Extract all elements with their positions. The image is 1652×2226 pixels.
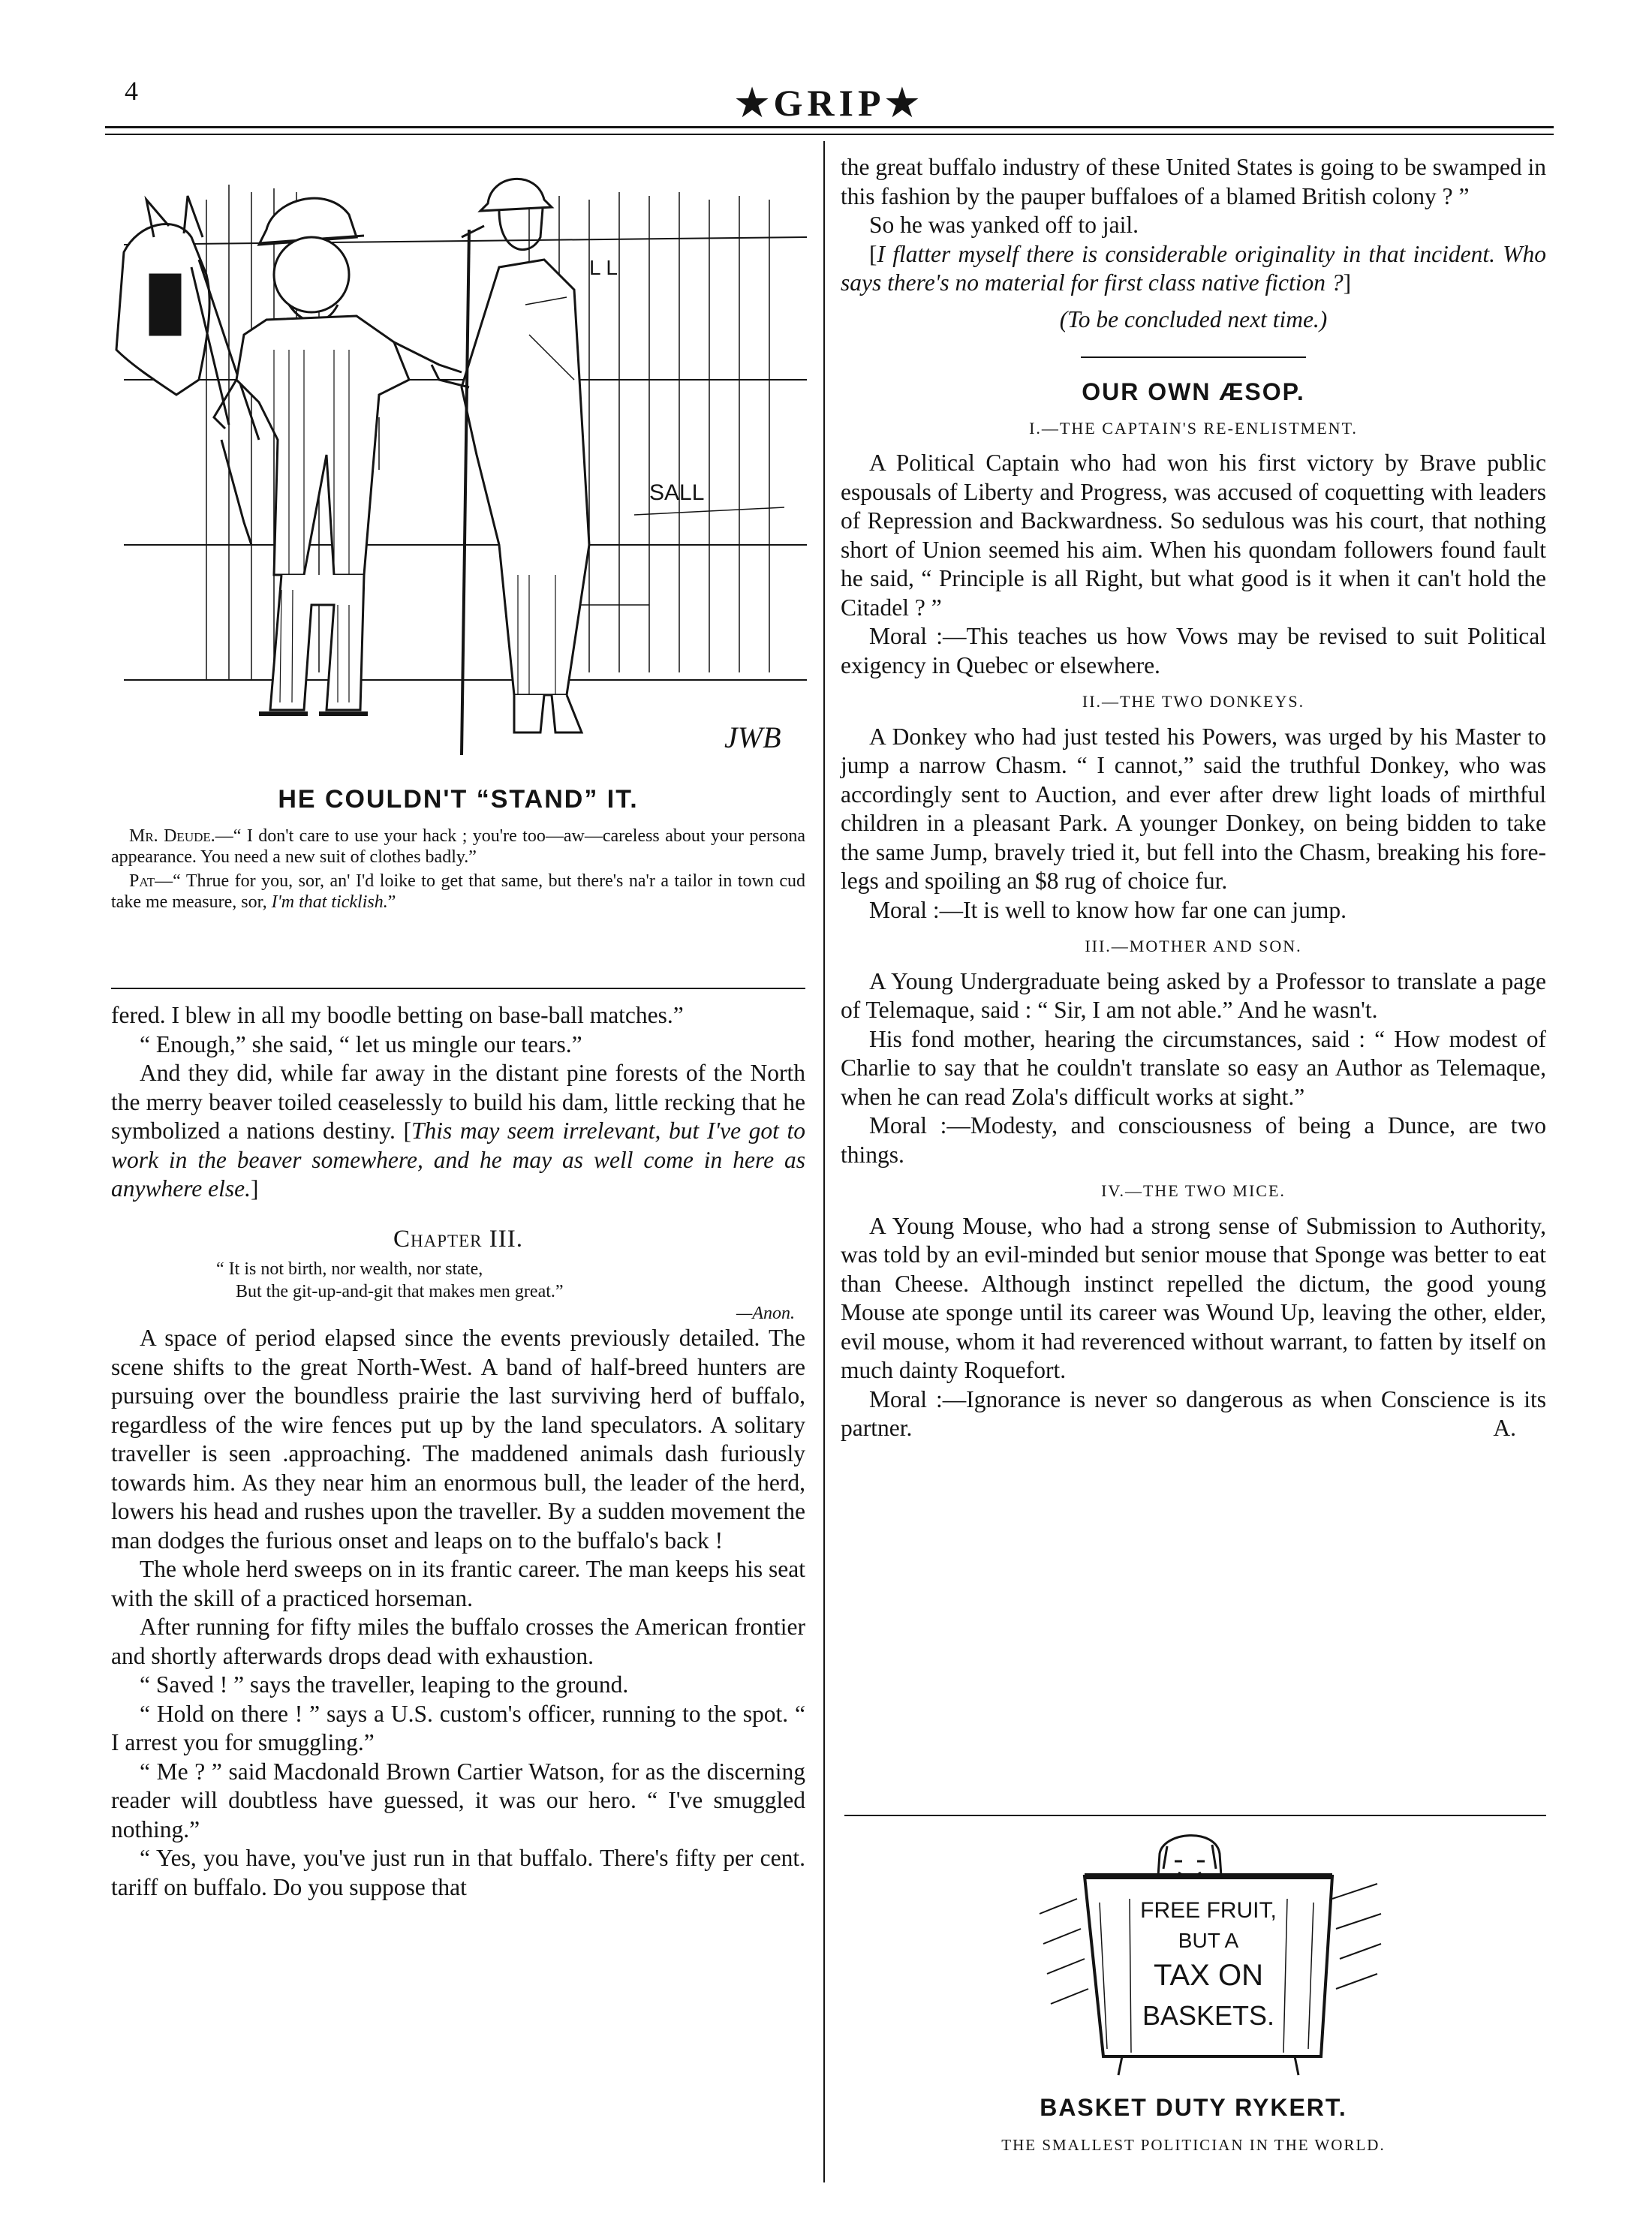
- fable-moral: Moral :—This teaches us how Vows may be revised to suit Political exigency in Quebec or elsewhere.: [841, 623, 1546, 678]
- caption-line-1: [111, 826, 805, 868]
- cartoon2-title: BASKET DUTY RYKERT.: [1040, 2094, 1347, 2121]
- verse-line: “ It is not birth, nor wealth, nor state,: [216, 1259, 483, 1279]
- caption-rule: [111, 988, 805, 989]
- gentleman-figure: [432, 179, 589, 755]
- header-rule: [105, 126, 1554, 128]
- right-column: [841, 153, 1546, 1443]
- fable-moral: Moral :—Modesty, and consciousness of being a Dunce, are two things.: [841, 1112, 1546, 1168]
- speaker-name: Mr. Deude.: [129, 826, 215, 846]
- fable-moral: Moral :—It is well to know how far one can jump.: [869, 896, 1347, 923]
- epigraph-attribution: —Anon.: [736, 1304, 795, 1323]
- epigraph-verse: [216, 1258, 805, 1303]
- left-column-story: [111, 1001, 805, 1902]
- header-rule-thin: [105, 134, 1554, 135]
- column-divider: [823, 141, 825, 2182]
- fence-sign-text-1: L L: [589, 256, 618, 279]
- cartoon1-title: HE COULDN'T “STAND” IT.: [278, 785, 639, 814]
- basket-text-line: FREE FRUIT,: [1140, 1898, 1277, 1923]
- fable-moral: Moral :—Ignorance is never so dangerous as when Conscience is its partner. A.: [841, 1385, 1546, 1443]
- story-paragraph: A space of period elapsed since the events previously detailed. The scene shifts to the great North-West. A band of half-breed hunters are pursuing over the boundless prairie the last surviving herd of buffalo, regardless of the wire fences put up by the land speculators. A solitary traveller is seen .approaching. The maddened animals dash furiously towards him. As they near him an enormous bull, the leader of the herd, lowers his head and rushes upon the traveller. By a sudden movement the man dodges the furious onset and leaps on to the buffalo's back !: [111, 1325, 805, 1554]
- fable-paragraph: A Donkey who had just tested his Powers, was urged by his Master to jump a narrow Chasm. “ I cannot,” said the truthful Donkey, who was accordingly sent to Auction, and ever after drew light loads of mirthful children in a pleasant Park. A younger Donkey, on being bidden to take the same Jump, bravely tried it, but fell into the Chasm, breaking his fore-legs and spoiling an $8 rug of choice fur.: [841, 723, 1546, 894]
- story-paragraph: “ Me ? ” said Macdonald Brown Cartier Watson, for as the discerning reader will doubtless have guessed, it was our hero. “ I've smuggled nothing.”: [111, 1758, 805, 1842]
- basket-text-line: BUT A: [1178, 1929, 1239, 1952]
- caption-line-2: [111, 871, 805, 913]
- masthead: [105, 75, 1554, 128]
- story-paragraph: The whole herd sweeps on in its frantic career. The man keeps his seat with the skill of a practiced horseman.: [111, 1556, 805, 1611]
- fable-heading: IV.—THE TWO MICE.: [1101, 1181, 1286, 1200]
- page-number: 4: [125, 76, 138, 106]
- fable-heading: I.—THE CAPTAIN'S RE-ENLISTMENT.: [1029, 418, 1358, 438]
- fable-paragraph: A Political Captain who had won his first victory by Brave public espousals of Liberty and Progress, was accused of coquetting with leaders of Repression and Backwardness. So sedulous was his court, that nothing short of Union seemed his aim. When his quondam followers found fault he said, “ Principle is all Right, but what good is it when it can't hold the Citadel ? ”: [841, 450, 1546, 621]
- aesop-heading: OUR OWN ÆSOP.: [1082, 378, 1305, 405]
- fable-signoff: A.: [1493, 1415, 1516, 1441]
- story-paragraph: “ Yes, you have, you've just run in that buffalo. There's fifty per cent. tariff on buffalo. Do you suppose that: [111, 1845, 805, 1900]
- story-paragraph: “ Enough,” she said, “ let us mingle our tears.”: [140, 1030, 582, 1057]
- chapter-heading: Chapter III.: [393, 1225, 523, 1253]
- fable-heading: II.—THE TWO DONKEYS.: [1082, 692, 1305, 711]
- artist-signature: JWB: [724, 720, 781, 754]
- cartoon-illustration-tramp: [109, 155, 807, 770]
- speaker-text: —“ Thrue for you, sor, an' I'd loike to get that same, but there's na'r a tailor in town cud take me measure, sor,: [111, 871, 805, 912]
- section-rule: [1081, 356, 1306, 358]
- story-paragraph: And they did, while far away in the distant pine forests of the North the merry beaver toiled ceaselessly to build his dam, little recking that he symbolized a nations destiny. [This may seem irrelevant, but I've got to work in the beaver somewhere, and he may as well come in here as anywhere else.]: [111, 1060, 806, 1202]
- fable-paragraph: A Young Undergraduate being asked by a Professor to translate a page of Telemaque, said : “ Sir, I am not able.” And he wasn't.: [841, 967, 1546, 1023]
- cartoon-illustration-basket: [1032, 1831, 1385, 2079]
- story-paragraph: fered. I blew in all my boodle betting on base-ball matches.”: [111, 1002, 684, 1028]
- to-be-concluded: (To be concluded next time.): [1059, 305, 1328, 332]
- basket-text-line: BASKETS.: [1142, 2000, 1275, 2031]
- story-paragraph: [I flatter myself there is considerable originality in that incident. Who says there's no material for first class native fiction ?]: [841, 240, 1546, 296]
- cartoon2-subtitle: THE SMALLEST POLITICIAN IN THE WORLD.: [1001, 2136, 1386, 2154]
- story-paragraph: So he was yanked off to jail.: [869, 212, 1139, 238]
- fable-paragraph: His fond mother, hearing the circumstances, said : “ How modest of Charlie to say that he couldn't translate so easy an Author as Telemaque, when he can read Zola's difficult works at sight.”: [841, 1025, 1546, 1110]
- masthead-title: ★GRIP★: [735, 82, 924, 124]
- fable-paragraph: A Young Mouse, who had a strong sense of Submission to Authority, was told by an evil-minded but senior mouse that Sponge was better to eat than Cheese. Although instinct repelled the dictum, the good young Mouse ate sponge until its career was Wound Up, leaving the other, elder, evil mouse, whom it had reverenced without warrant, to fatten by itself on much dainty Roquefort.: [841, 1212, 1546, 1383]
- basket-text-line: TAX ON: [1154, 1959, 1263, 1992]
- speaker-text: —“ I don't care to use your hack ; you're too—aw—careless about your persona appearance. You need a new suit of clothes badly.”: [111, 826, 805, 867]
- speaker-text-end: ”: [387, 892, 396, 912]
- section-rule: [844, 1815, 1546, 1816]
- fence-sign-text-2: SALL: [649, 480, 705, 505]
- story-paragraph: the great buffalo industry of these United States is going to be swamped in this fashion by the pauper buffaloes of a blamed British colony ? ”: [841, 154, 1546, 209]
- cartoon1-caption: [111, 826, 805, 916]
- verse-line: But the git-up-and-git that makes men great.”: [236, 1282, 564, 1301]
- story-paragraph: After running for fifty miles the buffalo crosses the American frontier and shortly afterwards drops dead with exhaustion.: [111, 1614, 805, 1669]
- story-paragraph: “ Saved ! ” says the traveller, leaping to the ground.: [140, 1671, 629, 1698]
- speaker-text-italic: I'm that ticklish.: [271, 892, 388, 912]
- speaker-name: Pat: [129, 871, 155, 891]
- story-paragraph: “ Hold on there ! ” says a U.S. custom's officer, running to the spot. “ I arrest you for smuggling.”: [111, 1700, 805, 1755]
- fable-heading: III.—MOTHER AND SON.: [1085, 937, 1302, 955]
